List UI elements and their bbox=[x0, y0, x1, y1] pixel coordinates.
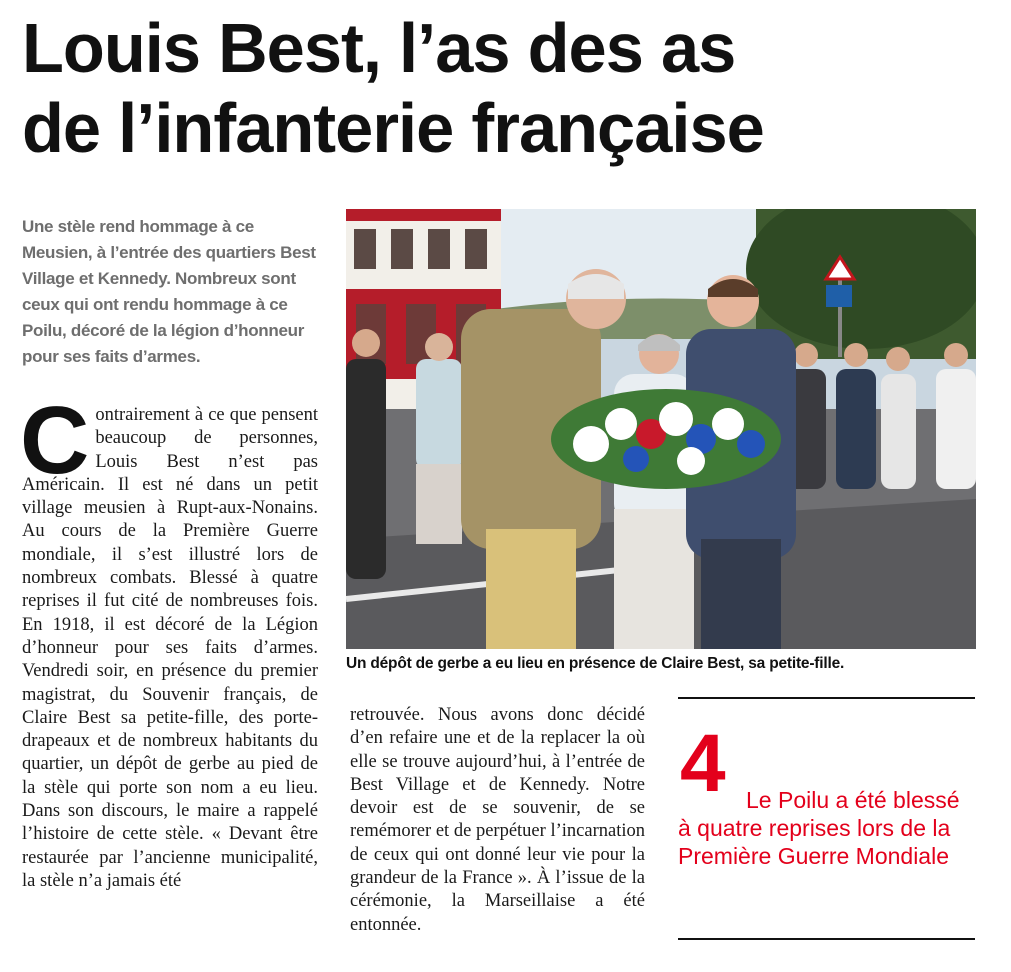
fact-box bbox=[678, 697, 975, 940]
fact-text: Le Poilu a été blessé à quatre reprises lors de la Première Guerre Mondiale bbox=[678, 787, 960, 869]
body-column-1-text: ontrairement à ce que pensent beaucoup de personnes, Louis Best n’est pas Américain. Il est né dans un petit village meusien à Rupt-aux-Nonains. Au cours de la Première Guerre mondiale, il s’est illustré lors de nombreux combats. Blessé à quatre reprises il fut cité de nombreuses fois. En 1918, il est décoré de la Légion d’honneur pour ses faits d’armes. Vendredi soir, en présence du premier magistrat, du Souvenir français, de Claire Best sa petite-fille, des porte-drapeaux et de nombreux habitants du quartier, un dépôt de gerbe au pied de la stèle qui porte son nom a eu lieu. Dans son discours, le maire a rappelé l’histoire de cette stèle. « Devant être restaurée par l’ancienne municipalité, la stèle n’a jamais été bbox=[22, 405, 318, 891]
headline bbox=[22, 8, 973, 168]
ceremony-photo-illustration bbox=[346, 209, 976, 649]
drop-cap: C bbox=[20, 387, 90, 494]
body-column-1 bbox=[20, 387, 318, 893]
photo-caption: Un dépôt de gerbe a eu lieu en présence de Claire Best, sa petite-fille. bbox=[346, 655, 845, 672]
article-lead: Une stèle rend hommage à ce Meusien, à l’entrée des quartiers Best Village et Kennedy. Nombreux sont ceux qui ont rendu hommage à ce Poilu, décoré de la légion d’honneur pour ses faits d’armes. bbox=[22, 217, 316, 366]
fact-number: 4 bbox=[680, 718, 726, 809]
headline-line-2: de l’infanterie française bbox=[22, 89, 764, 167]
headline-line-1: Louis Best, l’as des as bbox=[22, 9, 736, 87]
article-photo bbox=[346, 209, 976, 649]
body-column-2: retrouvée. Nous avons donc décidé d’en refaire une et de la replacer la où elle se trouve aujourd’hui, à l’entrée de Best Village et de Kennedy. Notre devoir est de se souvenir, de se remémorer et de perpétuer l’incarnation de ceux qui ont donné leur vie pour la grandeur de la France ». À l’issue de la cérémonie, la Marseillaise a été entonnée. bbox=[350, 705, 645, 935]
